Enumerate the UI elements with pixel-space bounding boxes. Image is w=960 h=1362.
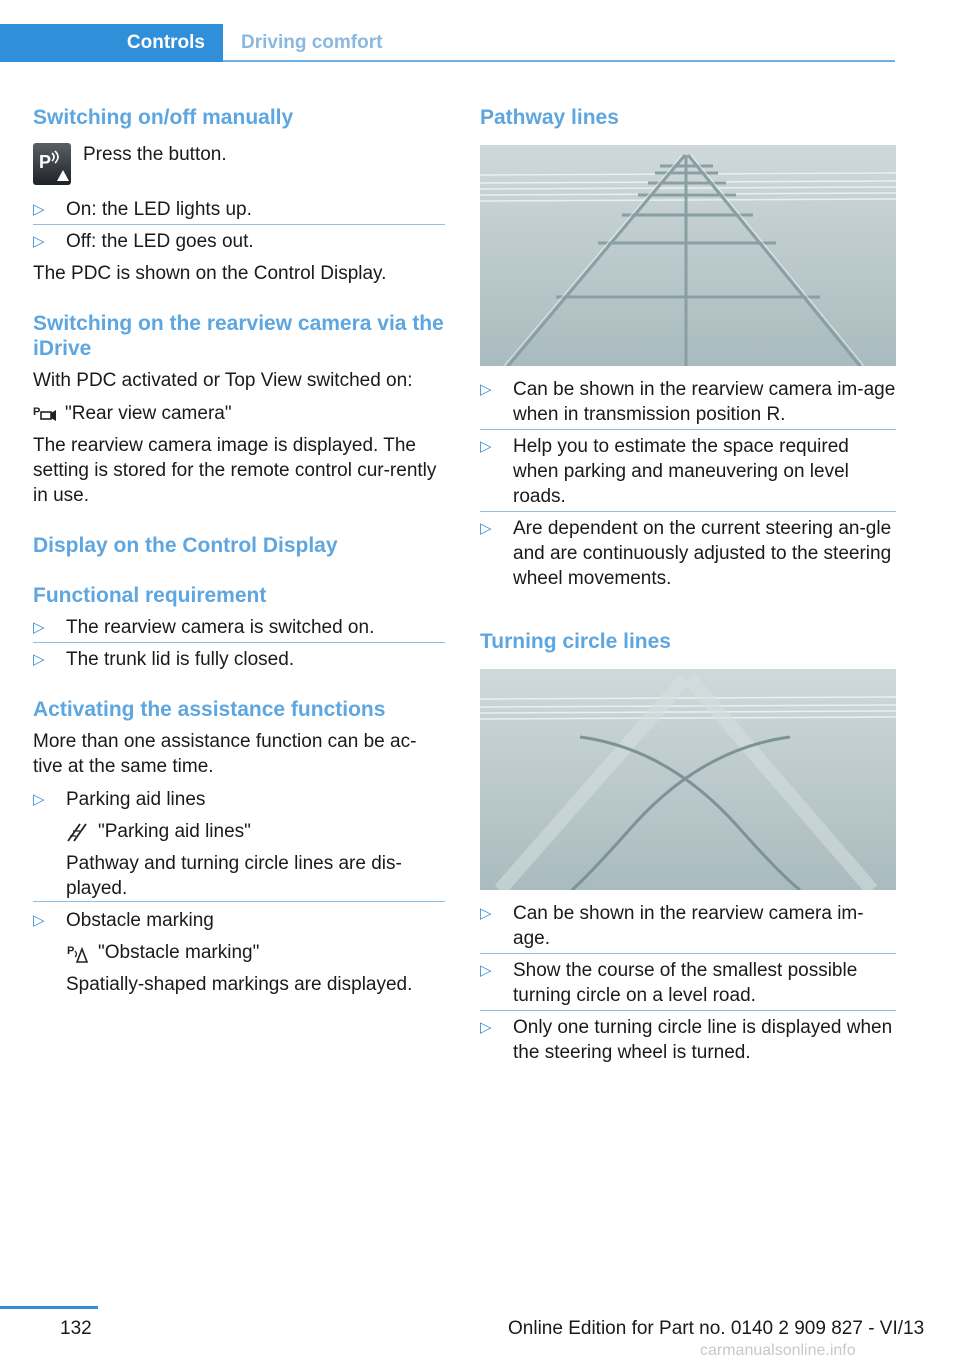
divider bbox=[33, 642, 445, 643]
more-than-one-text: More than one assistance function can be ac-tive at the same time. bbox=[33, 731, 417, 777]
svg-text:P: P bbox=[67, 945, 75, 957]
header-rule bbox=[223, 60, 895, 62]
divider bbox=[33, 901, 445, 902]
tab-driving-comfort[interactable]: Driving comfort bbox=[241, 32, 383, 53]
footer-rule bbox=[0, 1306, 98, 1309]
turning-circle-image bbox=[480, 669, 896, 890]
page-number: 132 bbox=[60, 1318, 92, 1339]
pdc-activated-text: With PDC activated or Top View switched on: bbox=[33, 370, 413, 391]
parking-lines-icon bbox=[66, 822, 90, 842]
pdc-shown-text: The PDC is shown on the Control Display. bbox=[33, 263, 387, 284]
bullet-triangle-icon: ▷ bbox=[33, 201, 45, 218]
list-item-turning-3: ▷ Only one turning circle line is displayed when the steering wheel is turned. bbox=[480, 1017, 893, 1063]
pathway-lines-image bbox=[480, 145, 896, 366]
heading-activating: Activating the assistance functions bbox=[33, 698, 386, 721]
bullet-triangle-icon: ▷ bbox=[480, 381, 492, 398]
bullet-triangle-icon: ▷ bbox=[480, 1019, 492, 1036]
divider bbox=[480, 511, 896, 512]
bullet-triangle-icon: ▷ bbox=[480, 905, 492, 922]
bullet-triangle-icon: ▷ bbox=[33, 233, 45, 250]
svg-text:P: P bbox=[33, 406, 41, 418]
svg-text:P: P bbox=[39, 152, 52, 172]
menu-parking-aid-lines[interactable]: "Parking aid lines" bbox=[66, 819, 445, 844]
bullet-triangle-icon: ▷ bbox=[480, 962, 492, 979]
list-item-off: ▷ Off: the LED goes out. bbox=[33, 231, 254, 252]
heading-switching-manually: Switching on/off manually bbox=[33, 106, 294, 129]
bullet-triangle-icon: ▷ bbox=[33, 791, 45, 808]
heading-idrive: Switching on the rearview camera via the iDrive bbox=[33, 312, 444, 360]
tab-controls[interactable]: Controls bbox=[0, 24, 223, 62]
list-item-pathway-2: ▷ Help you to estimate the space required when parking and maneuvering on level roads. bbox=[480, 436, 849, 507]
heading-pathway-lines: Pathway lines bbox=[480, 106, 619, 129]
list-item-pathway-3: ▷ Are dependent on the current steering an-gle and are continuously adjusted to the steering wheel movements. bbox=[480, 518, 892, 589]
page-header bbox=[0, 0, 960, 62]
menu-obstacle-marking[interactable]: P "Obstacle marking" bbox=[67, 942, 260, 963]
divider bbox=[480, 953, 896, 954]
left-column bbox=[33, 100, 445, 1000]
list-item-pathway-1: ▷ Can be shown in the rearview camera im-age when in transmission position R. bbox=[480, 379, 896, 425]
list-item-obstacle: ▷ Obstacle marking P "Obstacle marking" Spatially-shaped markings are displayed. bbox=[33, 908, 445, 997]
camera-displayed-text: The rearview camera image is displayed. The setting is stored for the remote control cur-rently in use. bbox=[33, 435, 437, 506]
divider bbox=[480, 429, 896, 430]
right-column bbox=[480, 100, 896, 1100]
divider bbox=[33, 224, 445, 225]
list-item-turning-1: ▷ Can be shown in the rearview camera im-age. bbox=[480, 903, 864, 949]
list-item-req-camera: ▷ The rearview camera is switched on. bbox=[33, 617, 375, 638]
heading-functional: Functional requirement bbox=[33, 584, 267, 607]
menu-rear-view-camera[interactable]: P "Rear view camera" bbox=[33, 403, 232, 424]
bullet-triangle-icon: ▷ bbox=[33, 912, 45, 929]
bullet-triangle-icon: ▷ bbox=[480, 438, 492, 455]
list-item-req-trunk: ▷ The trunk lid is fully closed. bbox=[33, 649, 295, 670]
list-item-on: ▷ On: the LED lights up. bbox=[33, 199, 252, 220]
bullet-triangle-icon: ▷ bbox=[480, 520, 492, 537]
obstacle-marking-icon bbox=[66, 943, 90, 963]
watermark: carmanualsonline.info bbox=[700, 1342, 856, 1359]
pdc-button-icon bbox=[33, 143, 71, 185]
rear-camera-icon bbox=[33, 404, 57, 424]
bullet-triangle-icon: ▷ bbox=[33, 619, 45, 636]
press-button-text: Press the button. bbox=[83, 144, 227, 165]
list-item-turning-2: ▷ Show the course of the smallest possible turning circle on a level road. bbox=[480, 960, 858, 1006]
list-item-parking-aid: ▷ Parking aid lines "Parking aid lines" Pathway and turning circle lines are dis-played. bbox=[33, 787, 445, 901]
heading-display: Display on the Control Display bbox=[33, 534, 338, 557]
heading-turning-circle: Turning circle lines bbox=[480, 630, 671, 653]
edition-text: Online Edition for Part no. 0140 2 909 827 - VI/13 bbox=[508, 1318, 925, 1339]
bullet-triangle-icon: ▷ bbox=[33, 651, 45, 668]
divider bbox=[480, 1010, 896, 1011]
